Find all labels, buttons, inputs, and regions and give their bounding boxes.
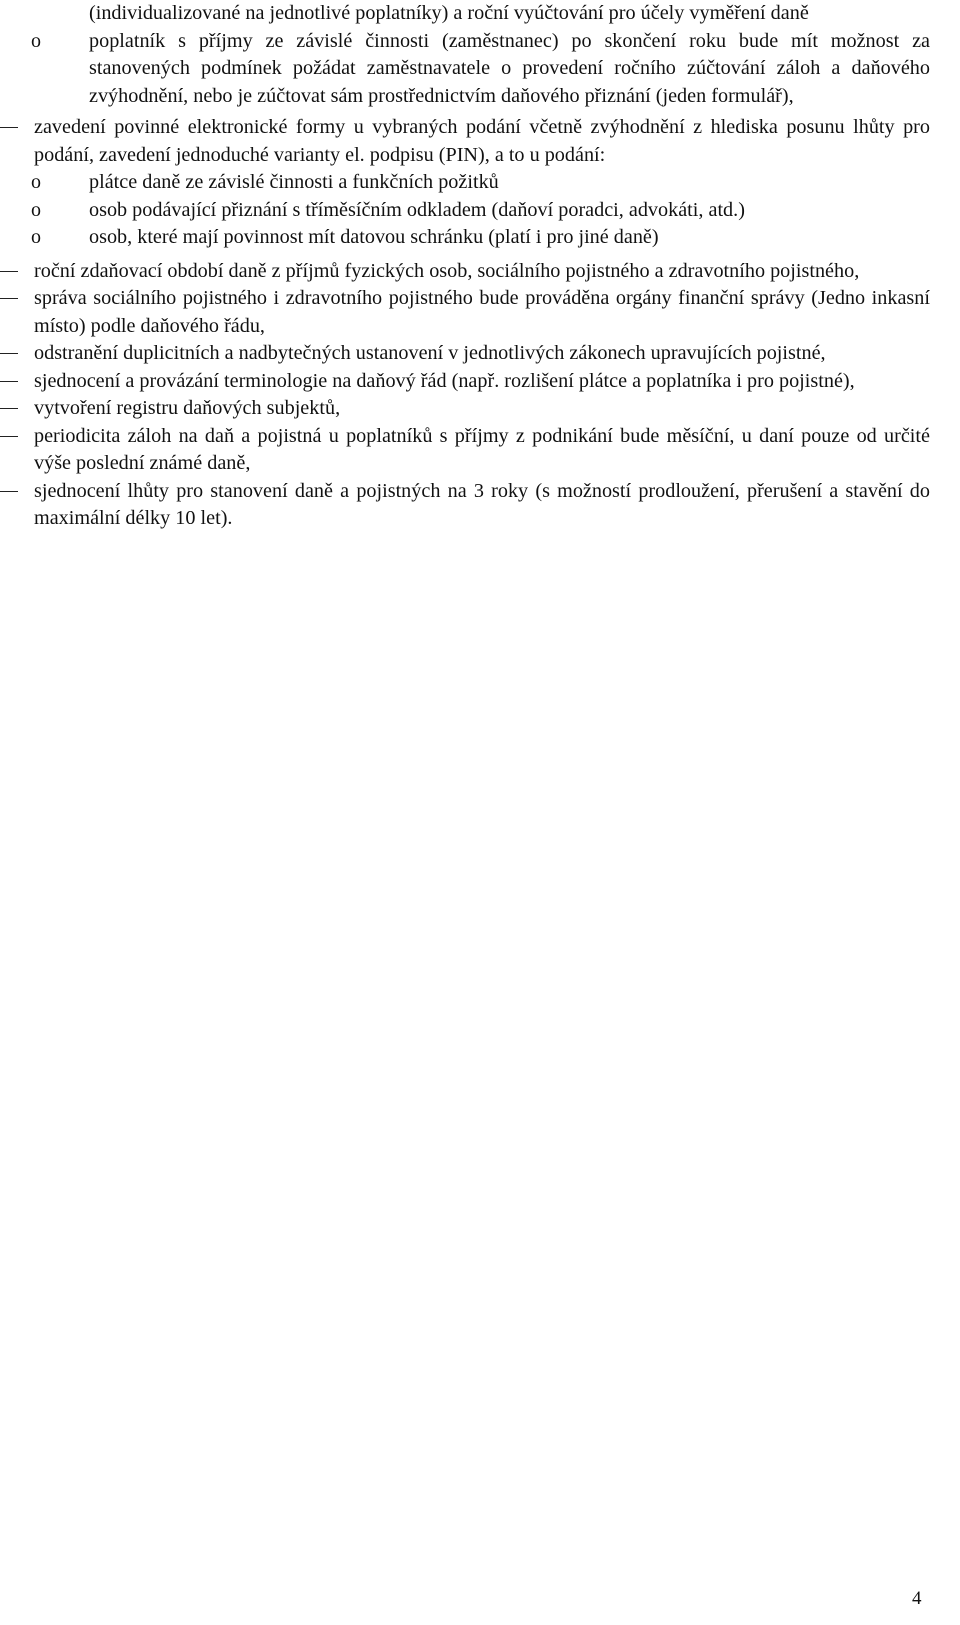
- dash-item-duplicates: [34, 340, 930, 368]
- sub-item-deferral: [31, 197, 930, 225]
- dash-item-text: zavedení povinné elektronické formy u vybraných podání včetně zvýhodnění z hlediska posunu lhůty pro podání, zavedení jednoduché varianty el. podpisu (PIN), a to u podání:: [34, 116, 930, 166]
- dash-bullet-icon: [0, 298, 18, 299]
- dash-item-text: sjednocení a provázání terminologie na daňový řád (např. rozlišení plátce a poplatníka i pro pojistné),: [34, 369, 855, 392]
- dash-item-terminology: [34, 368, 930, 396]
- continuation-text: [89, 0, 930, 28]
- circle-bullet-icon: o: [31, 171, 41, 193]
- dash-bullet-icon: [0, 353, 18, 354]
- dash-item-periodicity: [34, 423, 930, 478]
- dash-bullet-icon: [0, 408, 18, 409]
- dash-bullet-icon: [0, 127, 18, 128]
- sub-item-data-box: [31, 224, 930, 252]
- dash-item-text: odstranění duplicitních a nadbytečných ustanovení v jednotlivých zákonech upravujících pojistné,: [34, 342, 826, 364]
- sub-item-text: plátce daně ze závislé činnosti a funkčních požitků: [89, 171, 499, 193]
- dash-bullet-icon: [0, 491, 18, 492]
- dash-bullet-icon: [0, 271, 18, 272]
- sub-item-employee: [31, 28, 930, 111]
- circle-bullet-icon: o: [31, 29, 41, 52]
- dash-item-electronic-forms: [34, 114, 930, 169]
- continuation-text-content: (individualizované na jednotlivé poplatníky) a roční vyúčtování pro účely vyměření daně: [89, 2, 809, 24]
- dash-item-registry: [34, 395, 930, 423]
- dash-item-administration: [34, 285, 930, 340]
- dash-item-text: sjednocení lhůty pro stanovení daně a pojistných na 3 roky (s možností prodloužení, přerušení a stavění do maximální délky 10 let).: [34, 479, 930, 529]
- dash-item-text: periodicita záloh na daň a pojistná u poplatníků s příjmy z podnikání bude měsíční, u daní pouze od určité výše poslední známé daně,: [34, 424, 930, 474]
- circle-bullet-icon: o: [31, 226, 41, 248]
- sub-item-text: osob, které mají povinnost mít datovou schránku (platí i pro jiné daně): [89, 226, 659, 248]
- sub-item-text: osob podávající přiznání s tříměsíčním odkladem (daňoví poradci, advokáti, atd.): [89, 198, 745, 221]
- circle-bullet-icon: o: [31, 198, 41, 221]
- dash-item-text: správa sociálního pojistného i zdravotního pojistného bude prováděna orgány finanční správy (Jedno inkasní místo) podle daňového řádu,: [34, 287, 930, 337]
- dash-item-text: vytvoření registru daňových subjektů,: [34, 397, 341, 419]
- dash-item-text: roční zdaňovací období daně z příjmů fyzických osob, sociálního pojistného a zdravotního pojistného,: [34, 259, 860, 282]
- sub-item-text: poplatník s příjmy ze závislé činnosti (zaměstnanec) po skončení roku bude mít možnost za stanovených podmínek požádat zaměstnavatele o provedení ročního zúčtování záloh a daňového zvýhodnění, nebo je zúčtovat sám prostřednictvím daňového přiznání (jeden formulář),: [89, 29, 930, 107]
- dash-bullet-icon: [0, 436, 18, 437]
- dash-item-annual-period: [34, 258, 930, 286]
- sub-item-payer: [31, 169, 930, 197]
- dash-bullet-icon: [0, 381, 18, 382]
- page-number: 4: [912, 1588, 922, 1609]
- dash-item-deadline: [34, 478, 930, 533]
- document-body: [0, 0, 960, 533]
